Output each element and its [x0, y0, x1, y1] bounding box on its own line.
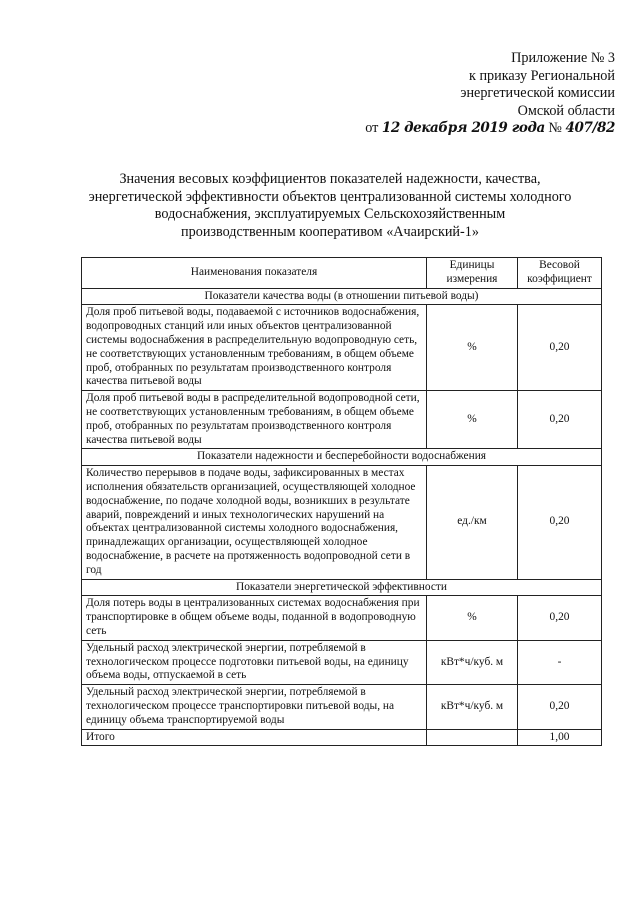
document-title	[60, 171, 600, 241]
title-line: производственным кооперативом «Ачаирский-1»	[181, 223, 479, 240]
table-row	[82, 305, 602, 391]
total-unit	[426, 729, 517, 746]
table-row	[82, 391, 602, 449]
approval-block	[355, 50, 615, 138]
title-line: водоснабжения, эксплуатируемых Сельскохозяйственным	[154, 206, 506, 222]
indicator-name: Количество перерывов в подаче воды, зафиксированных в местах исполнения обязательств организацией, осуществляющей холодное водоснабжение, по подаче холодной воды, возникших в результате аварий, повреждений и иных технологических нарушений на объектах централизованной системы холодного водоснабжения, принадлежащих организации, осуществляющей холодное водоснабжение, в расчете на протяженность водопроводной сети в год	[82, 466, 427, 579]
title-line: Значения весовых коэффициентов показателей надежности, качества,	[119, 171, 541, 187]
header-name: Наименования показателя	[82, 258, 427, 289]
number-sign: №	[548, 120, 562, 136]
handwritten-order-number: 407/82	[565, 120, 615, 136]
section-title-reliability: Показатели надежности и бесперебойности водоснабжения	[82, 449, 602, 466]
indicator-weight: -	[518, 640, 602, 684]
indicator-unit: ед./км	[426, 466, 517, 579]
total-row	[82, 729, 602, 746]
indicator-weight: 0,20	[518, 305, 602, 391]
table-row	[82, 596, 602, 640]
order-reference: к приказу Региональной	[469, 67, 615, 84]
total-label: Итого	[82, 729, 427, 746]
table-row	[82, 685, 602, 729]
indicator-name: Доля потерь воды в централизованных системах водоснабжения при транспортировке в общем объеме воды, поданной в водопроводную сеть	[82, 596, 427, 640]
table-header-row	[82, 258, 602, 289]
section-row	[82, 288, 602, 305]
table-row	[82, 466, 602, 579]
section-row	[82, 579, 602, 596]
indicator-name: Удельный расход электрической энергии, потребляемой в технологическом процессе транспортировки питьевой воды, на единицу объема транспортируемой воды	[82, 685, 427, 729]
commission-name: энергетической комиссии	[460, 85, 615, 101]
indicator-weight: 0,20	[518, 596, 602, 640]
section-title-energy: Показатели энергетической эффективности	[82, 579, 602, 596]
indicator-weight: 0,20	[518, 391, 602, 449]
header-unit: Единицы измерения	[426, 258, 517, 289]
table-row	[82, 640, 602, 684]
handwritten-date: 12 декабря 2019 года	[381, 120, 545, 136]
indicator-weight: 0,20	[518, 466, 602, 579]
from-label: от	[365, 120, 379, 136]
total-weight: 1,00	[518, 729, 602, 746]
indicator-weight: 0,20	[518, 685, 602, 729]
indicator-unit: %	[426, 305, 517, 391]
indicator-unit: кВт*ч/куб. м	[426, 640, 517, 684]
indicator-unit: %	[426, 391, 517, 449]
order-date-line	[355, 120, 615, 138]
title-line: энергетической эффективности объектов централизованной системы холодного	[88, 188, 572, 205]
indicator-name: Доля проб питьевой воды в распределительной водопроводной сети, не соответствующих установленным требованиям, в общем объеме проб, отобранных по результатам производственного контроля качества питьевой воды	[82, 391, 427, 449]
indicator-name: Доля проб питьевой воды, подаваемой с источников водоснабжения, водопроводных станций или иных объектов централизованной системы водоснабжения в распределительную водопроводную сеть, не соответствующих установленным требованиям, в общем объеме проб, отобранных по результатам производственного контроля качества питьевой воды	[82, 305, 427, 391]
section-title-quality: Показатели качества воды (в отношении питьевой воды)	[82, 288, 602, 305]
indicator-unit: кВт*ч/куб. м	[426, 685, 517, 729]
appendix-number: Приложение № 3	[511, 50, 615, 66]
indicator-unit: %	[426, 596, 517, 640]
header-weight: Весовой коэффициент	[518, 258, 602, 289]
section-row	[82, 449, 602, 466]
region-name: Омской области	[517, 102, 615, 119]
coefficients-table	[81, 257, 602, 746]
indicator-name: Удельный расход электрической энергии, потребляемой в технологическом процессе подготовки питьевой воды, на единицу объема воды, отпускаемой в сеть	[82, 640, 427, 684]
